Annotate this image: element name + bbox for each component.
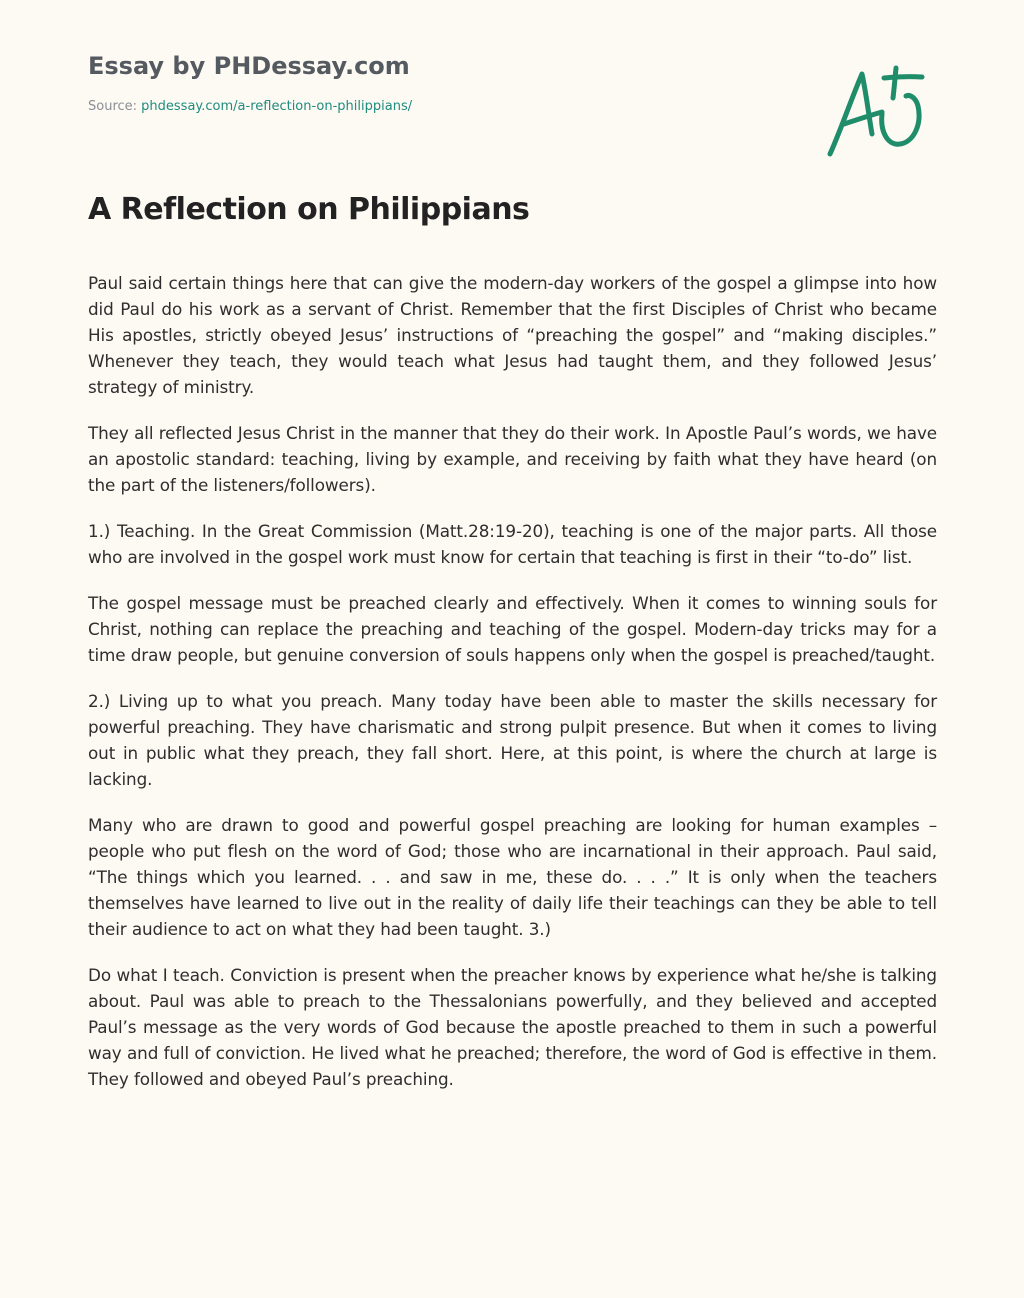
source-line	[88, 98, 788, 116]
page-header	[88, 50, 788, 116]
essay-paragraph: Many who are drawn to good and powerful gospel preaching are looking for human examples – people who put flesh on the word of God; those who are incarnational in their approach. Paul said, “The things which you learned. . . and saw in me, these do. . . .” It is only when the teachers themselves have learned to live out in the reality of daily life their teachings can they be able to tell their audience to act on what they had been taught. 3.)	[88, 815, 937, 939]
site-title: Essay by PHDessay.com	[88, 52, 410, 80]
essay-paragraph: They all reflected Jesus Christ in the manner that they do their work. In Apostle Paul’s words, we have an apostolic standard: teaching, living by example, and receiving by faith what they have heard (on the part of the listeners/followers).	[88, 423, 937, 495]
essay-paragraph: The gospel message must be preached clearly and effectively. When it comes to winning souls for Christ, nothing can replace the preaching and teaching of the gospel. Modern-day tricks may for a time draw people, but genuine conversion of souls happens only when the gospel is preached/taught.	[88, 593, 937, 665]
essay-paragraph: 2.) Living up to what you preach. Many today have been able to master the skills necessary for powerful preaching. They have charismatic and strong pulpit presence. But when it comes to living out in public what they preach, they fall short. Here, at this point, is where the church at large is lacking.	[88, 691, 937, 789]
essay-paragraph: Paul said certain things here that can give the modern-day workers of the gospel a glimpse into how did Paul do his work as a servant of Christ. Remember that the first Disciples of Christ who became His apostles, strictly obeyed Jesus’ instructions of “preaching the gospel” and “making disciples.” Whenever they teach, they would teach what Jesus had taught them, and they followed Jesus’ strategy of ministry.	[88, 273, 937, 397]
source-label: Source:	[88, 99, 142, 114]
essay-paragraph: Do what I teach. Conviction is present when the preacher knows by experience what he/she is talking about. Paul was able to preach to the Thessalonians powerfully, and they believed and accepted Paul’s message as the very words of God because the apostle preached to them in such a powerful way and full of conviction. He lived what he preached; therefore, the word of God is effective in them. They followed and obeyed Paul’s preaching.	[88, 965, 937, 1089]
a-plus-logo-icon	[822, 62, 932, 162]
essay-title: A Reflection on Philippians	[88, 192, 530, 227]
essay-body	[88, 270, 937, 1112]
essay-paragraph: 1.) Teaching. In the Great Commission (Matt.28:19-20), teaching is one of the major parts. All those who are involved in the gospel work must know for certain that teaching is first in their “to-do” list.	[88, 521, 937, 567]
source-link[interactable]: phdessay.com/a-reflection-on-philippians/	[141, 99, 413, 114]
